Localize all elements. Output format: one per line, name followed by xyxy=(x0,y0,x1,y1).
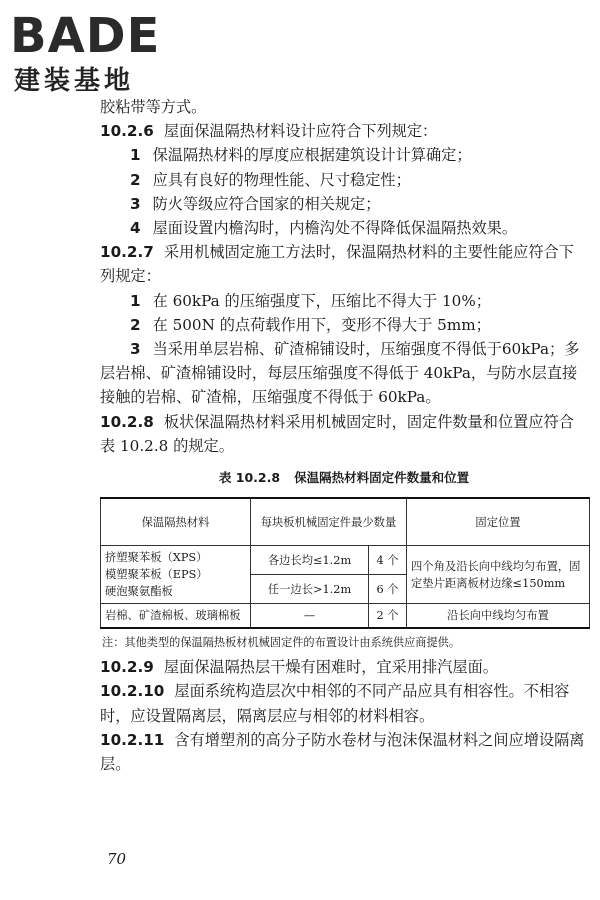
material-name: 模塑聚苯板（EPS） xyxy=(105,568,208,582)
item-text: 在 60kPa 的压缩强度下，压缩比不得大于 10%； xyxy=(152,291,491,310)
clause-number: 10.2.8 xyxy=(100,412,154,431)
logo-subtitle: 建装基地 xyxy=(14,66,135,96)
position-cell: 沿长向中线均匀布置 xyxy=(407,604,590,629)
item-text: 应具有良好的物理性能、尺寸稳定性； xyxy=(152,170,411,189)
count-cell: 4 个 xyxy=(369,546,407,575)
item-number: 3 xyxy=(130,340,141,359)
item-number: 4 xyxy=(130,219,141,238)
material-name: 挤塑聚苯板（XPS） xyxy=(105,551,208,565)
condition-cell: 任一边长>1.2m xyxy=(251,575,369,604)
list-item xyxy=(100,216,588,240)
clause-10-2-8 xyxy=(100,410,588,458)
item-number: 1 xyxy=(130,146,141,165)
clause-text: 屋面系统构造层次中相邻的不同产品应具有相容性。不相容时，应设置隔离层，隔离层应与相邻的材料相容。 xyxy=(100,682,570,725)
list-item xyxy=(100,313,588,337)
material-cell: 岩棉、矿渣棉板、玻璃棉板 xyxy=(101,604,251,629)
clause-number: 10.2.9 xyxy=(100,658,154,677)
document-body xyxy=(100,95,588,776)
clause-text: 板状保温隔热材料采用机械固定时，固定件数量和位置应符合表 10.2.8 的规定。 xyxy=(100,412,574,455)
item-number: 1 xyxy=(130,291,141,310)
clause-text: 含有增塑剂的高分子防水卷材与泡沫保温材料之间应增设隔离层。 xyxy=(100,730,585,774)
logo-text: BADE xyxy=(10,8,161,60)
position-cell: 四个角及沿长向中线均匀布置，固定垫片距离板材边缘≤150mm xyxy=(407,546,590,604)
table-header-cell: 每块板机械固定件最少数量 xyxy=(251,498,407,546)
table-header-row xyxy=(101,498,590,546)
material-name: 硬泡聚氨酯板 xyxy=(105,585,173,599)
clause-10-2-9 xyxy=(100,655,588,679)
list-item xyxy=(100,168,588,192)
page-number: 70 xyxy=(107,850,127,868)
brand-logo xyxy=(10,8,185,96)
table-note: 注：其他类型的保温隔热板材机械固定件的布置设计由系统供应商提供。 xyxy=(102,636,461,650)
item-text: 防火等级应符合国家的相关规定； xyxy=(152,194,381,213)
clause-10-2-6 xyxy=(100,119,588,143)
item-text: 屋面设置内檐沟时，内檐沟处不得降低保温隔热效果。 xyxy=(152,219,518,238)
count-cell: 2 个 xyxy=(369,604,407,629)
clause-number: 10.2.10 xyxy=(100,682,165,701)
item-number: 2 xyxy=(130,170,141,189)
clause-text: 屋面保温隔热层干燥有困难时，宜采用排汽屋面。 xyxy=(163,658,498,677)
list-item xyxy=(100,337,588,410)
condition-cell: 各边长均≤1.2m xyxy=(251,546,369,575)
table-row xyxy=(101,546,590,575)
clause-number: 10.2.7 xyxy=(100,243,154,262)
item-text: 在 500N 的点荷载作用下，变形不得大于 5mm； xyxy=(152,315,491,334)
item-number: 2 xyxy=(130,315,141,334)
clause-text: 采用机械固定施工方法时，保温隔热材料的主要性能应符合下列规定： xyxy=(100,243,574,286)
list-item xyxy=(100,143,588,167)
clause-10-2-7 xyxy=(100,240,588,288)
clause-10-2-11 xyxy=(100,728,588,776)
fixings-table xyxy=(100,497,590,629)
clause-number: 10.2.6 xyxy=(100,122,154,141)
item-text: 保温隔热材料的厚度应根据建筑设计计算确定； xyxy=(152,146,472,165)
table-title xyxy=(100,466,588,490)
item-text: 当采用单层岩棉、矿渣棉铺设时，压缩强度不得低于60kPa；多层岩棉、矿渣棉铺设时，每层压缩强度不得低于 40kPa，与防水层直接接触的岩棉、矿渣棉，压缩强度不得低于 60kPa。 xyxy=(100,340,580,407)
list-item xyxy=(100,289,588,313)
table-row xyxy=(101,604,590,629)
clause-10-2-10 xyxy=(100,679,588,727)
count-cell: 6 个 xyxy=(369,575,407,604)
item-number: 3 xyxy=(130,194,141,213)
clause-text: 屋面保温隔热材料设计应符合下列规定： xyxy=(163,122,438,141)
table-caption: 保温隔热材料固定件数量和位置 xyxy=(294,470,470,486)
list-item xyxy=(100,192,588,216)
material-cell xyxy=(101,546,251,604)
table-header-cell: 保温隔热材料 xyxy=(101,498,251,546)
clause-number: 10.2.11 xyxy=(100,730,165,749)
bade-logo-mark xyxy=(10,8,180,60)
table-number: 表 10.2.8 xyxy=(218,470,281,486)
intro-text: 胶粘带等方式。 xyxy=(100,98,207,116)
condition-cell: — xyxy=(251,604,369,629)
table-header-cell: 固定位置 xyxy=(407,498,590,546)
